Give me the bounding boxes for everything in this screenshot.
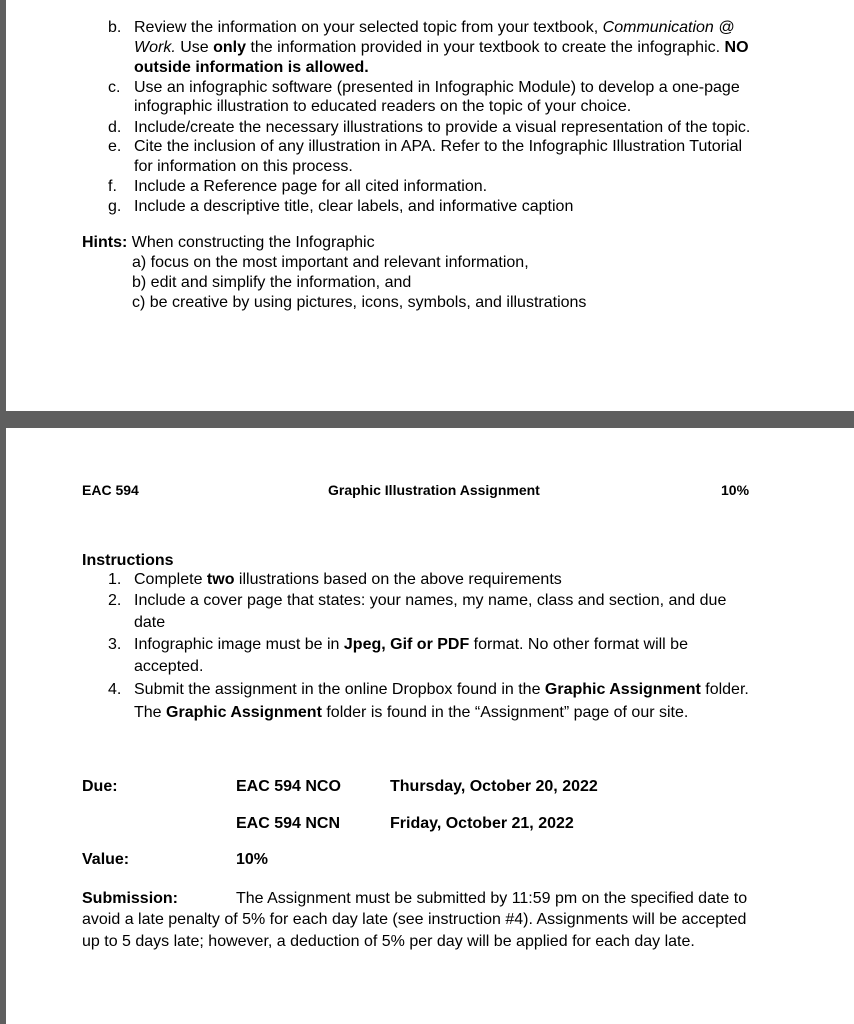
list-letter-e: e. bbox=[108, 138, 122, 155]
due-date-1: Thursday, October 20, 2022 bbox=[390, 778, 598, 795]
item-d-line-1: Include/create the necessary illustrations to provide a visual representation of the topic. bbox=[134, 119, 751, 136]
instructions-heading: Instructions bbox=[82, 552, 174, 569]
item-c-line-1: Use an infographic software (presented in Infographic Module) to develop a one-page bbox=[134, 79, 740, 96]
header-assignment-title: Graphic Illustration Assignment bbox=[328, 482, 540, 498]
submission-line-2: avoid a late penalty of 5% for each day late (see instruction #4). Assignments will be accepted bbox=[82, 911, 747, 928]
item-g-line-1: Include a descriptive title, clear labels, and informative caption bbox=[134, 198, 574, 215]
due-date-2: Friday, October 21, 2022 bbox=[390, 815, 574, 832]
hints-item-c: c) be creative by using pictures, icons, symbols, and illustrations bbox=[132, 294, 587, 311]
instruction-number-1: 1. bbox=[108, 571, 122, 588]
instruction-4-line-2: The Graphic Assignment folder is found in the “Assignment” page of our site. bbox=[134, 704, 689, 721]
instruction-4-line-1: Submit the assignment in the online Dropbox found in the Graphic Assignment folder. bbox=[134, 681, 749, 698]
item-b-line-1: Review the information on your selected topic from your textbook, Communication @ bbox=[134, 19, 735, 36]
item-b-line-2: Work. Use only the information provided in your textbook to create the infographic. NO bbox=[134, 39, 749, 56]
item-c-line-2: infographic illustration to educated readers on the topic of your choice. bbox=[134, 98, 632, 115]
list-letter-c: c. bbox=[108, 79, 121, 96]
item-b-line-3: outside information is allowed. bbox=[134, 59, 369, 76]
list-letter-g: g. bbox=[108, 198, 122, 215]
item-e-line-2: for information on this process. bbox=[134, 158, 353, 175]
item-e-line-1: Cite the inclusion of any illustration in APA. Refer to the Infographic Illustration Tutorial bbox=[134, 138, 743, 155]
instruction-2-line-2: date bbox=[134, 614, 166, 631]
list-letter-b: b. bbox=[108, 19, 122, 36]
instruction-number-2: 2. bbox=[108, 592, 122, 609]
hints-line-1: Hints: When constructing the Infographic bbox=[82, 234, 375, 251]
instruction-3-line-2: accepted. bbox=[134, 658, 204, 675]
hints-item-a: a) focus on the most important and relevant information, bbox=[132, 254, 529, 271]
instruction-2-line-1: Include a cover page that states: your names, my name, class and section, and due bbox=[134, 592, 727, 609]
header-weight: 10% bbox=[721, 482, 750, 498]
document-page-1 bbox=[6, 0, 854, 411]
due-label: Due: bbox=[82, 778, 118, 795]
due-section-1: EAC 594 NCO bbox=[236, 778, 341, 795]
hints-label: Hints: bbox=[82, 234, 128, 251]
due-section-2: EAC 594 NCN bbox=[236, 815, 341, 832]
submission-label: Submission: bbox=[82, 890, 179, 907]
list-letter-f: f. bbox=[108, 178, 117, 195]
value-amount: 10% bbox=[236, 851, 269, 868]
hints-item-b: b) edit and simplify the information, and bbox=[132, 274, 412, 291]
submission-line-1: The Assignment must be submitted by 11:59 pm on the specified date to bbox=[236, 890, 748, 907]
instruction-3-line-1: Infographic image must be in Jpeg, Gif or PDF format. No other format will be bbox=[134, 636, 688, 653]
item-f-line-1: Include a Reference page for all cited information. bbox=[134, 178, 488, 195]
submission-line-3: up to 5 days late; however, a deduction of 5% per day will be applied for each day late. bbox=[82, 933, 695, 950]
page-gutter bbox=[0, 411, 854, 428]
document-page-2 bbox=[6, 428, 854, 1024]
list-letter-d: d. bbox=[108, 119, 122, 136]
header-course-code: EAC 594 bbox=[82, 482, 139, 498]
value-label: Value: bbox=[82, 851, 130, 868]
instruction-number-4: 4. bbox=[108, 681, 122, 698]
instruction-number-3: 3. bbox=[108, 636, 122, 653]
instruction-1: Complete two illustrations based on the above requirements bbox=[134, 571, 562, 588]
